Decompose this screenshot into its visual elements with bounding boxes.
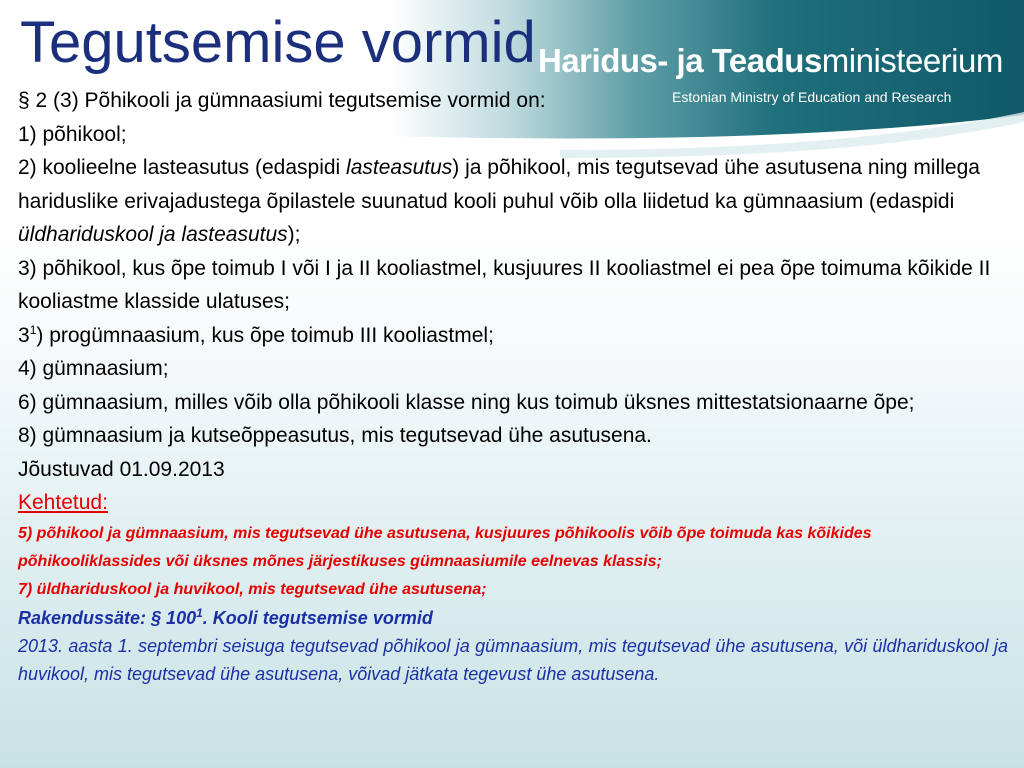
item2-text-c: ); xyxy=(287,223,301,246)
list-item-4: 4) gümnaasium; xyxy=(18,357,169,380)
repealed-item-5: 5) põhikool ja gümnaasium, mis tegutsevad ühe asutusena, kusjuures põhikoolis võib õpe toimuda kas kõikides põhikooliklassides või üksnes mõnes järjestikuses gümnaasiumile eelnevas klassis; xyxy=(18,524,872,570)
item2-text-a: 2) koolieelne lasteasutus (edaspidi xyxy=(18,156,347,179)
list-item-1: 1) põhikool; xyxy=(18,122,127,146)
logo-bold-text: Haridus- ja Teadus xyxy=(538,42,822,79)
logo-light-text: ministeerium xyxy=(821,42,1003,79)
list-item-2 xyxy=(18,151,1008,252)
slide-body xyxy=(18,84,1008,688)
repealed-item-7: 7) üldhariduskool ja huvikool, mis tegutsevad ühe asutusena; xyxy=(18,580,487,598)
item2-italic-b: üldhariduskool ja lasteasutus xyxy=(18,223,288,246)
item31-text: ) progümnaasium, kus õpe toimub III kooliastmel; xyxy=(36,323,494,347)
impl-heading-superscript: 1 xyxy=(196,605,203,620)
page-title: Tegutsemise vormid xyxy=(20,10,536,75)
intro-paragraph: § 2 (3) Põhikooli ja gümnaasiumi tegutsemise vormid on: xyxy=(18,89,546,112)
item2-italic-a: lasteasutus xyxy=(346,156,453,179)
implementation-body: 2013. aasta 1. septembri seisuga tegutsevad põhikool ja gümnaasium, mis tegutsevad ühe asutusena, või üldhariduskool ja huvikool, mis tegutsevad ühe asutusena, võivad jätkata tegevust ühe asutusena. xyxy=(18,635,1008,684)
list-item-3-1 xyxy=(18,319,1008,353)
logo-subtitle: Estonian Ministry of Education and Research xyxy=(672,89,952,105)
list-item-6: 6) gümnaasium, milles võib olla põhikooli klasse ning kus toimub üksnes mittestatsionaarne õpe; xyxy=(18,390,915,414)
effective-date: Jõustuvad 01.09.2013 xyxy=(18,457,225,481)
list-item-3: 3) põhikool, kus õpe toimub I või I ja II kooliastmel, kusjuures II kooliastmel ei pea õpe toimuma kõikide II kooliastme klasside ulatuses; xyxy=(18,256,991,313)
impl-heading-text-b: . Kooli tegutsemise vormid xyxy=(202,607,433,628)
item31-number: 3 xyxy=(18,323,30,347)
implementation-heading xyxy=(18,604,1008,632)
ministry-logo xyxy=(538,42,1003,80)
repealed-label: Kehtetud: xyxy=(18,491,108,514)
list-item-8: 8) gümnaasium ja kutseõppeasutus, mis tegutsevad ühe asutusena. xyxy=(18,424,652,447)
item2-text-b: ) ja põhikool, mis tegutsevad ühe asutusena ning millega hariduslike erivajadustega õpilastele suunatud kooli puhul võib olla liidetud ka gümnaasium (edaspidi xyxy=(18,156,980,213)
item31-superscript: 1 xyxy=(29,322,37,337)
impl-heading-text: Rakendussäte: § 100 xyxy=(18,607,197,628)
